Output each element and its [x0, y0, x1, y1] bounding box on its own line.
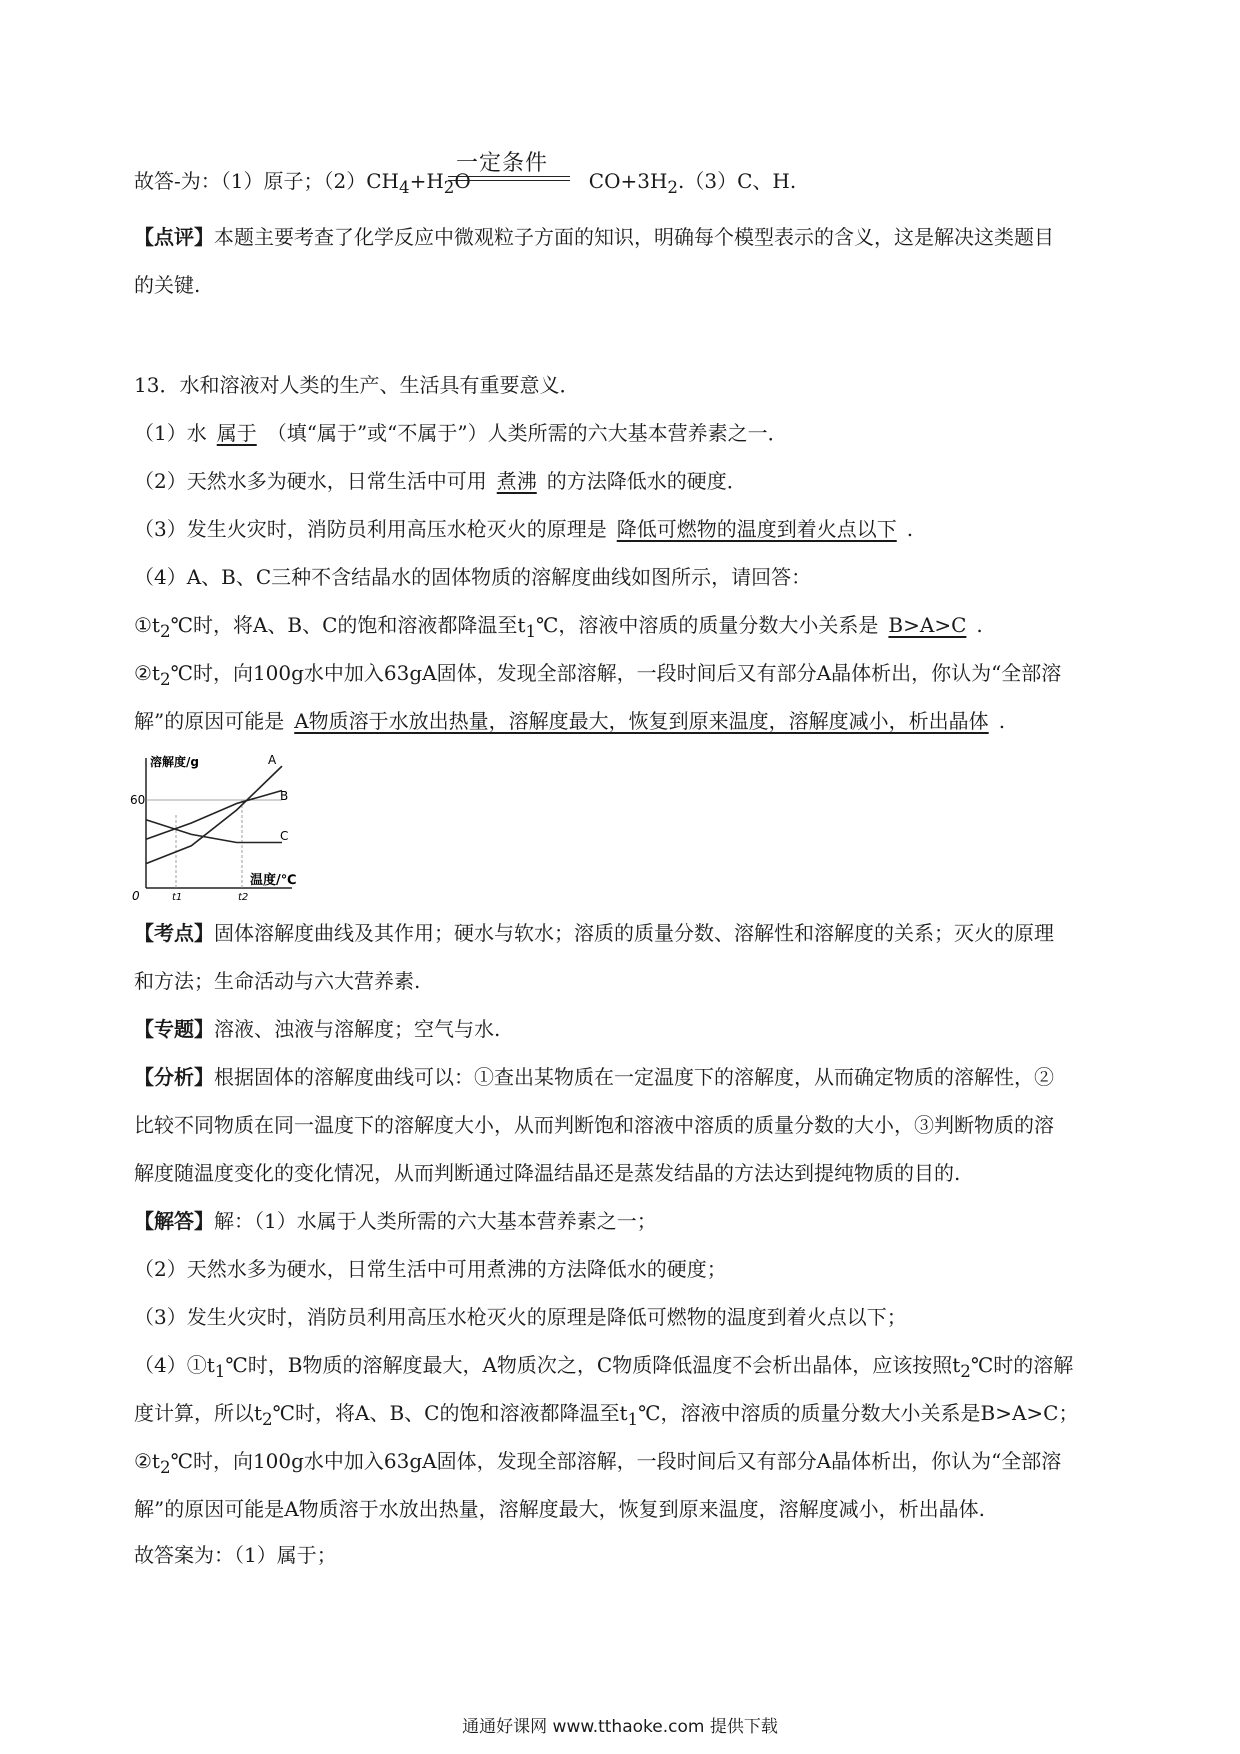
ylabel: 溶解度/g: [150, 755, 199, 769]
origin-label: 0: [132, 889, 140, 903]
zhuanti-line: 【专题】溶液、浊液与溶解度；空气与水.: [134, 1017, 501, 1041]
fenxi-line-3: 解度随温度变化的变化情况，从而判断通过降温结晶还是蒸发结晶的方法达到提纯物质的目的.: [134, 1161, 961, 1185]
q13-sub-1: $①t_2℃$时，将A、B、C的饱和溶液都降温至$t_1℃$，溶液中溶质的质量分数大小关系是 B>A>C .: [134, 613, 983, 641]
series-label-c: C: [280, 829, 289, 843]
answer-blank-1: 属于: [216, 421, 257, 445]
curve-a: [146, 766, 282, 864]
equals-bar-top: [448, 176, 570, 177]
previous-answer-line: 故答-为：（1）原子；$(2)CH_4+H_2O$ $CO+3H_2.(3)C$、H.: [134, 169, 797, 197]
q13-sub-2: $②t_2℃$时，向100g水中加入63gA固体，发现全部溶解，一段时间后又有部分A晶体析出，你认为“全部溶: [134, 661, 1062, 689]
q13-part-3: （3）发生火灾时，消防员利用高压水枪灭火的原理是 降低可燃物的温度到着火点以下 .: [134, 517, 914, 541]
question-13-title: 13．水和溶液对人类的生产、生活具有重要意义．: [134, 373, 580, 397]
answer-blank-5: A物质溶于水放出热量，溶解度最大，恢复到原来温度，溶解度减小，析出晶体: [294, 709, 989, 733]
jieda-line-1: 【解答】解：（1）水属于人类所需的六大基本营养素之一；: [134, 1209, 657, 1233]
jieda-line-7: 解”的原因可能是A物质溶于水放出热量，溶解度最大，恢复到原来温度，溶解度减小，析出晶体.: [134, 1497, 986, 1521]
answer-blank-2: 煮沸: [496, 469, 537, 493]
q13-part-1: （1）水 属于 （填“属于”或“不属于”）人类所需的六大基本营养素之一．: [134, 421, 788, 445]
series-label-a: A: [268, 753, 277, 767]
comment-line-1: 【点评】本题主要考查了化学反应中微观粒子方面的知识，明确每个模型表示的含义，这是解决这类题目: [134, 225, 1054, 249]
final-answer-line: 故答案为：（1）属于；: [134, 1543, 337, 1567]
kaodian-line-2: 和方法；生命活动与六大营养素.: [134, 969, 421, 993]
xlabel: 温度/℃: [250, 873, 297, 888]
series-label-b: B: [280, 789, 289, 803]
q13-part-2: （2）天然水多为硬水，日常生活中可用 煮沸 的方法降低水的硬度．: [134, 469, 747, 493]
q13-part-4: （4）A、B、C三种不含结晶水的固体物质的溶解度曲线如图所示，请回答：: [134, 565, 812, 589]
jieda-line-6: $②t_2℃$时，向100g水中加入63gA固体，发现全部溶解，一段时间后又有部分A晶体析出，你认为“全部溶: [134, 1449, 1062, 1477]
equals-bar-bottom: [448, 180, 570, 181]
jieda-line-5: 度计算，所以$t_2℃$时，将A、B、C的饱和溶液都降温至$t_1℃$，溶液中溶质的质量分数大小关系是B>A>C；: [134, 1401, 1079, 1429]
answer-blank-4: B>A>C: [888, 613, 967, 637]
jieda-line-4: $(4)①t_1℃$时，B物质的溶解度最大，A物质次之，C物质降低温度不会析出晶体，应该按照$t_2℃$时的溶解: [134, 1353, 1074, 1381]
kaodian-line-1: 【考点】固体溶解度曲线及其作用；硬水与软水；溶质的质量分数、溶解性和溶解度的关系；灭火的原理: [134, 921, 1054, 945]
solubility-chart: [130, 750, 322, 903]
series-layer: [146, 766, 282, 864]
jieda-line-2: （2）天然水多为硬水，日常生活中可用煮沸的方法降低水的硬度；: [134, 1257, 727, 1281]
fenxi-line-2: 比较不同物质在同一温度下的溶解度大小，从而判断饱和溶液中溶质的质量分数的大小，③判断物质的溶: [134, 1113, 1054, 1137]
x-tick-t2: t2: [238, 892, 249, 903]
x-tick-t1: t1: [172, 892, 183, 903]
q13-sub-2-cont: 解”的原因可能是 A物质溶于水放出热量，溶解度最大，恢复到原来温度，溶解度减小，析出晶体 .: [134, 709, 1006, 733]
answer-blank-3: 降低可燃物的温度到着火点以下: [616, 517, 897, 541]
reaction-condition: 一定条件: [448, 146, 570, 186]
jieda-line-3: （3）发生火灾时，消防员利用高压水枪灭火的原理是降低可燃物的温度到着火点以下；: [134, 1305, 907, 1329]
fenxi-line-1: 【分析】根据固体的溶解度曲线可以：①查出某物质在一定温度下的溶解度，从而确定物质的溶解性，②: [134, 1065, 1054, 1089]
footer-credit: 通通好课网 www.tthaoke.com 提供下载: [462, 1717, 778, 1737]
curve-b: [146, 791, 282, 840]
comment-line-2: 的关键.: [134, 273, 201, 297]
y-tick-60: 60: [130, 793, 146, 807]
